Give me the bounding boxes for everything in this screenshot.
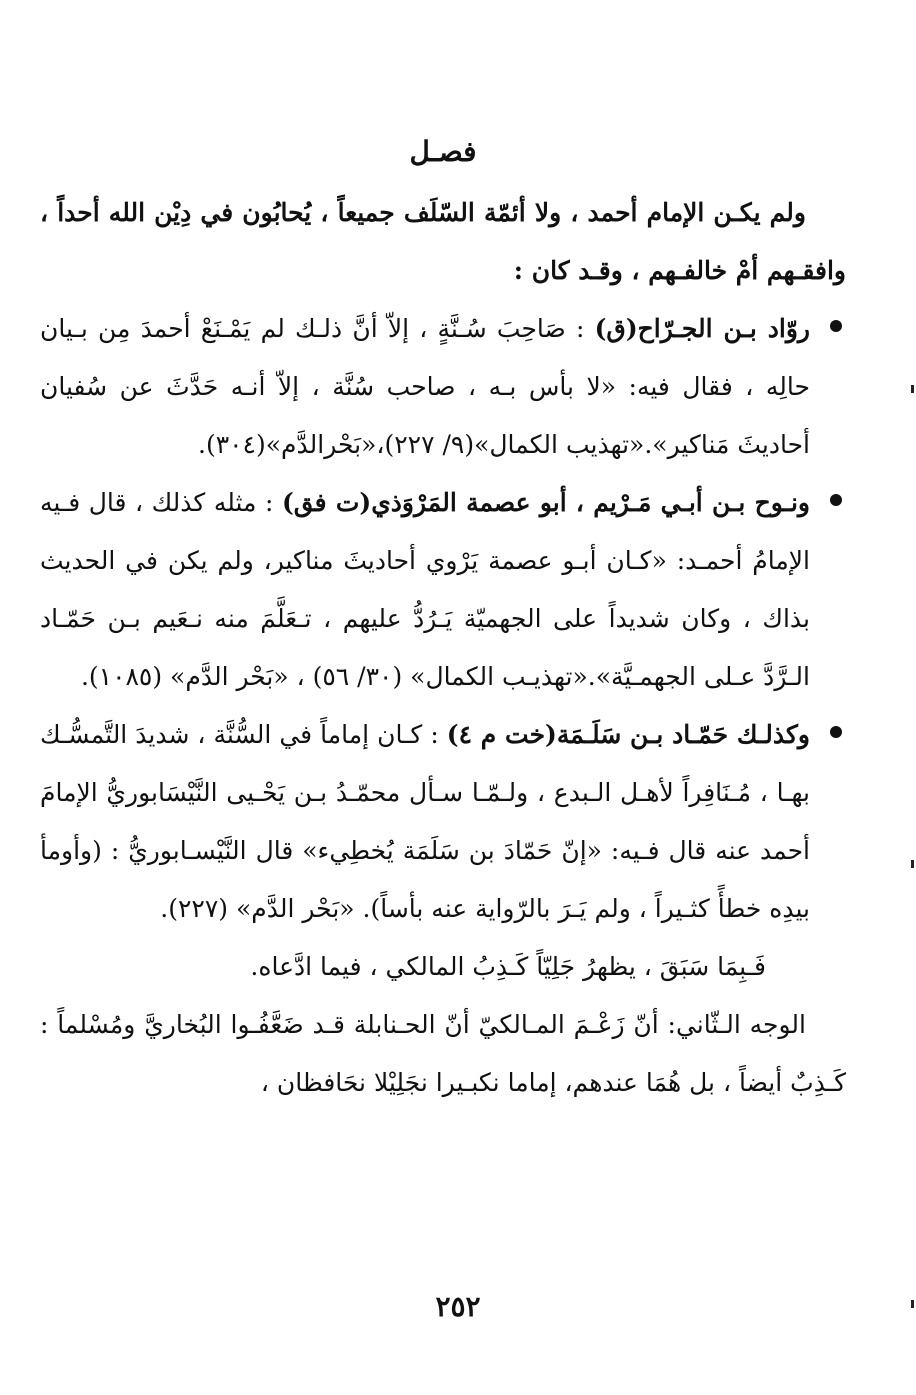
- section-heading: فصـل: [409, 135, 477, 168]
- bullet-lead: وكذلـك حَمّـاد بـن سَلَـمَة(خت م ٤): [446, 720, 810, 749]
- document-page: [40, 130, 846, 1270]
- edge-mark: [911, 385, 914, 393]
- bullet-lead: روّاد بـن الجـرّاح(ق): [594, 314, 810, 343]
- bullet-dot: [830, 726, 842, 738]
- bullet-text: : كـان إماماً في السُّنَّة ، شديدَ التَّمسُّـك بهـا ، مُـنَافِراً لأهـل الـبدع ، ولـمّـا سـأل محمّـدُ بـن يَحْـيى النَّيْسَابوريُّ الإمامَ أحمد عنه قال فـيه: «إنّ حَمّادَ بن سَلَمَة يُخطِيء» قال النَّيْسـابوريُّ : (وأومأ بيدِه خطأً كثـيراً ، ولم يَـرَ بالرّواية عنه بأساً). «بَحْر الدَّم» (٢٢٧).: [40, 720, 810, 923]
- bullet-dot: [830, 320, 842, 332]
- summary-paragraph: فَـبِمَا سَبَقَ ، يظهرُ جَلِيّاً كَـذِبُ المالكي ، فيما ادَّعاه.: [250, 952, 766, 981]
- edge-mark: [911, 860, 914, 868]
- bullet-item: [40, 300, 846, 474]
- bullet-item: [40, 706, 846, 938]
- second-point-paragraph: الوجه الـثّاني: أنّ زَعْـمَ المـالكيّ أنّ الحـنابلة قـد ضَعَّفُـوا البُخاريَّ ومُسْلماً : كَـذِبٌ أيضاً ، بل هُمَا عندهم، إماما نكبـيرا نجَلِيْلا نحَافظان ،: [40, 1010, 846, 1097]
- page-number: ٢٥٢: [435, 1290, 481, 1323]
- bullet-text: : صَاحِبَ سُـنَّةٍ ، إلاّ أنَّ ذلـك لم يَمْـنَعْ أحمدَ مِن بـيان حالِه ، فقال فيه: «لا بأس بـه ، صاحب سُنَّة ، إلاّ أنـه حَدَّثَ عن سُفيان أحاديثَ مَناكير».«تهذيب الكمال»(٩/ ٢٢٧)،«بَحْرالدَّم»(٣٠٤).: [40, 314, 810, 459]
- bullet-text: : مثله كذلك ، قال فـيه الإمامُ أحمـد: «كـان أبـو عصمة يَرْوي أحاديثَ مناكير، ولم يكن في الحديث بذاك ، وكان شديداً على الجهميّة يَـرُدُّ عليهم ، تـعَلَّمَ منه نـعَيم بـن حَمّـاد الـرَّدَّ عـلى الجهمـيَّة».«تهذيـب الكمال» (٣٠/ ٥٦) ، «بَحْر الدَّم» (١٠٨٥).: [40, 488, 810, 691]
- intro-paragraph: ولم يكـن الإمام أحمد ، ولا أئمّة السّلَف جميعاً ، يُحابُون في دِيْن الله أحداً ، وافقـهم أمْ خالفـهم ، وقـد كان :: [40, 198, 846, 285]
- bullet-lead: ونـوح بـن أبـي مَـرْيم ، أبو عصمة المَرْوَذي(ت فق): [281, 488, 811, 517]
- bullet-item: [40, 474, 846, 706]
- bullet-dot: [830, 494, 842, 506]
